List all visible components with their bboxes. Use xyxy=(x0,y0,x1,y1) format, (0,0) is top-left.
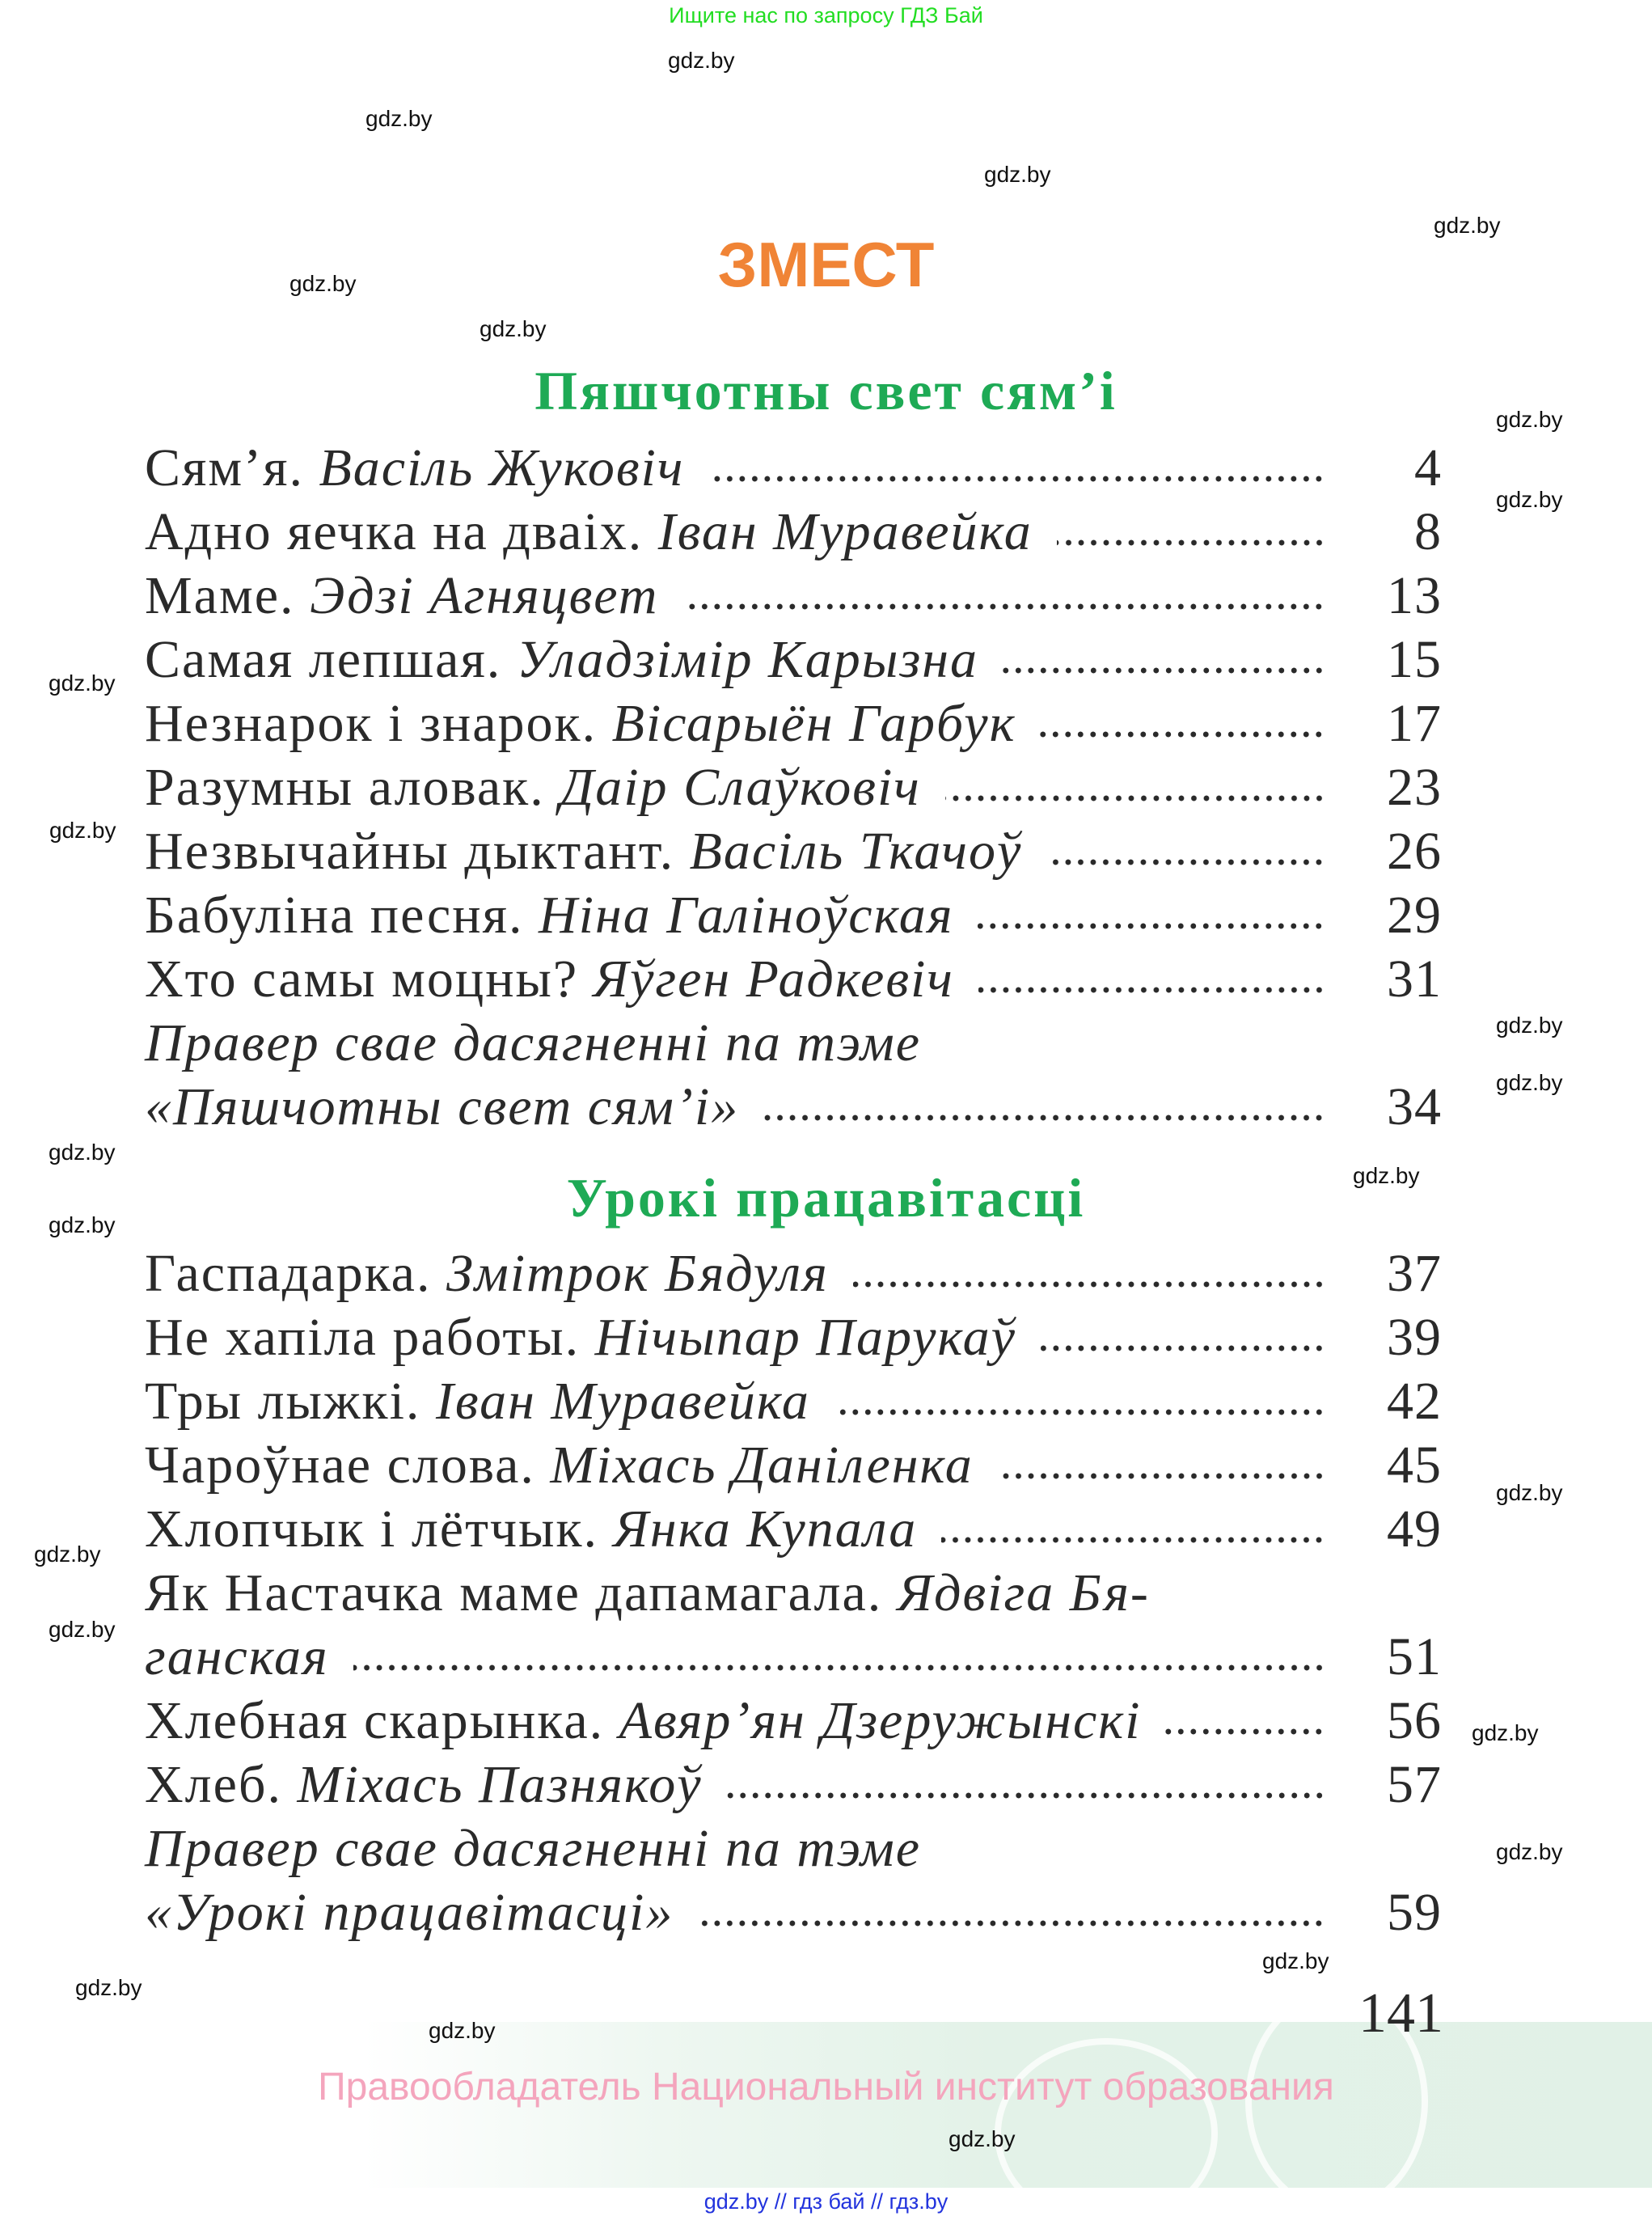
toc-entry[interactable] xyxy=(145,883,1442,947)
watermark-text: gdz.by xyxy=(49,1212,116,1237)
toc-entry[interactable] xyxy=(145,819,1442,883)
watermark-text: gdz.by xyxy=(34,1542,101,1567)
watermark-text: gdz.by xyxy=(1496,1480,1563,1505)
toc-section-2 xyxy=(145,1241,1442,1944)
watermark-text: gdz.by xyxy=(1353,1163,1420,1188)
watermark-text: gdz.by xyxy=(49,818,116,843)
entry-author: Васіль Ткачоў xyxy=(689,821,1023,881)
search-hint: Ищите нас по запросу ГДЗ Бай xyxy=(669,3,983,27)
dot-leader xyxy=(978,985,1325,995)
rights-holder-notice: Правообладатель Национальный институт образования xyxy=(318,2066,1334,2108)
entry-author: Міхась Пазнякоў xyxy=(297,1754,703,1814)
entry-page: 34 xyxy=(1387,1076,1442,1136)
entry-author: Васіль Жуковіч xyxy=(319,438,685,497)
footer-links[interactable]: gdz.by // гдз бай // гдз.by xyxy=(703,2189,949,2214)
entry-author: Эдзі Агняцвет xyxy=(310,565,659,625)
watermark-text: gdz.by xyxy=(1496,1070,1563,1095)
entry-page: 59 xyxy=(1387,1882,1442,1942)
section-heading: Пяшчотны свет сям’і xyxy=(534,360,1118,421)
entry-author: Іван Муравейка xyxy=(657,501,1033,561)
entry-author: Ніна Галіноўская xyxy=(538,885,954,945)
entry-page: 37 xyxy=(1387,1243,1442,1303)
toc-entry[interactable] xyxy=(145,1817,1442,1880)
entry-title: Адно яечка на дваіх. xyxy=(145,501,644,561)
toc-entry[interactable] xyxy=(145,1305,1442,1369)
entry-page: 56 xyxy=(1387,1690,1442,1750)
dot-leader xyxy=(998,1471,1325,1481)
entry-page: 17 xyxy=(1387,693,1442,753)
toc-entry[interactable] xyxy=(145,755,1442,819)
toc-entry[interactable] xyxy=(145,692,1442,755)
entry-page: 26 xyxy=(1387,821,1442,881)
entry-page: 15 xyxy=(1387,629,1442,689)
dot-leader xyxy=(1040,730,1325,739)
entry-author: Правер свае дасягненні па тэме xyxy=(145,1013,922,1072)
dot-leader xyxy=(834,1407,1325,1417)
entry-author: Ядвіга Бя- xyxy=(897,1563,1150,1622)
page-number: 141 xyxy=(1358,1982,1443,2045)
toc-entry[interactable] xyxy=(145,1753,1442,1817)
entry-author: Змітрок Бядуля xyxy=(446,1243,829,1303)
watermark-text: gdz.by xyxy=(1262,1948,1329,1973)
dot-leader xyxy=(1165,1727,1325,1736)
dot-leader xyxy=(682,602,1325,611)
entry-author: Правер свае дасягненні па тэме xyxy=(145,1818,922,1878)
watermark-text: gdz.by xyxy=(1496,1839,1563,1864)
entry-title: Незвычайны дыктант. xyxy=(145,821,675,881)
entry-page: 49 xyxy=(1387,1499,1442,1559)
entry-title: Бабуліна песня. xyxy=(145,885,524,945)
toc-entry[interactable] xyxy=(145,628,1442,692)
toc-entry[interactable] xyxy=(145,1433,1442,1497)
watermark-text: gdz.by xyxy=(49,1617,116,1642)
watermark-text: gdz.by xyxy=(1472,1720,1539,1745)
dot-leader xyxy=(708,474,1325,484)
entry-page: 45 xyxy=(1387,1435,1442,1495)
entry-title: Не хапіла работы. xyxy=(145,1307,581,1367)
dot-leader xyxy=(763,1113,1325,1123)
entry-page: 31 xyxy=(1387,949,1442,1009)
watermark-text: gdz.by xyxy=(429,2018,496,2043)
watermark-text: gdz.by xyxy=(949,2126,1016,2151)
dot-leader xyxy=(727,1791,1325,1800)
entry-author: Вісарыён Гарбук xyxy=(611,693,1016,753)
watermark-text: gdz.by xyxy=(1496,1013,1563,1038)
entry-author: Даір Слаўковіч xyxy=(560,757,921,817)
entry-author: Авяр’ян Дзеружынскі xyxy=(619,1690,1142,1750)
entry-author: Яўген Радкевіч xyxy=(593,949,954,1009)
watermark-text: gdz.by xyxy=(1434,213,1501,238)
entry-title: Самая лепшая. xyxy=(145,629,502,689)
watermark-text: gdz.by xyxy=(1496,487,1563,512)
toc-entry-continuation[interactable] xyxy=(145,1880,1442,1944)
entry-title: Хлопчык і лётчык. xyxy=(145,1499,599,1559)
entry-title: Хлебная скарынка. xyxy=(145,1690,605,1750)
toc-entry[interactable] xyxy=(145,1241,1442,1305)
entry-title: Незнарок і знарок. xyxy=(145,693,598,753)
watermark-text: gdz.by xyxy=(1496,407,1563,432)
toc-entry[interactable] xyxy=(145,947,1442,1011)
entry-title: Сям’я. xyxy=(145,438,304,497)
entry-title: Чароўнае слова. xyxy=(145,1435,535,1495)
dot-leader xyxy=(1003,666,1325,675)
entry-title: Хлеб. xyxy=(145,1754,282,1814)
entry-title: Хто самы моцны? xyxy=(145,949,579,1009)
toc-entry-continuation[interactable] xyxy=(145,1075,1442,1139)
watermark-text: gdz.by xyxy=(289,271,357,296)
entry-title: Разумны аловак. xyxy=(145,757,545,817)
toc-entry[interactable] xyxy=(145,500,1442,564)
entry-page: 29 xyxy=(1387,885,1442,945)
entry-page: 51 xyxy=(1387,1626,1442,1686)
watermark-text: gdz.by xyxy=(984,162,1051,187)
entry-author: Нічыпар Парукаў xyxy=(594,1307,1016,1367)
entry-continuation: ганская xyxy=(145,1626,329,1686)
dot-leader xyxy=(853,1279,1325,1289)
toc-entry-continuation[interactable] xyxy=(145,1625,1442,1689)
toc-entry[interactable] xyxy=(145,1561,1442,1625)
toc-entry[interactable] xyxy=(145,1689,1442,1753)
toc-entry[interactable] xyxy=(145,1369,1442,1433)
dot-leader xyxy=(941,1535,1325,1545)
toc-entry[interactable] xyxy=(145,1497,1442,1561)
toc-entry[interactable] xyxy=(145,1011,1442,1075)
entry-page: 39 xyxy=(1387,1307,1442,1367)
toc-entry[interactable] xyxy=(145,564,1442,628)
entry-author: Іван Муравейка xyxy=(435,1371,810,1431)
dot-leader xyxy=(698,1918,1325,1928)
entry-page: 57 xyxy=(1387,1754,1442,1814)
entry-title: Гаспадарка. xyxy=(145,1243,432,1303)
watermark-text: gdz.by xyxy=(49,670,116,696)
entry-page: 42 xyxy=(1387,1371,1442,1431)
entry-author: Міхась Даніленка xyxy=(550,1435,974,1495)
watermark-text: gdz.by xyxy=(75,1975,142,2000)
entry-author: Уладзімір Карызна xyxy=(516,629,978,689)
watermark-text: gdz.by xyxy=(668,48,735,73)
entry-page: 4 xyxy=(1414,438,1442,497)
watermark-text: gdz.by xyxy=(49,1140,116,1165)
entry-author: Янка Купала xyxy=(613,1499,918,1559)
dot-leader xyxy=(1041,1343,1325,1353)
watermark-text: gdz.by xyxy=(365,106,433,131)
entry-title: Як Настачка маме дапамагала. xyxy=(145,1563,883,1622)
section-heading: Урокі працавітасці xyxy=(566,1167,1086,1229)
entry-page: 8 xyxy=(1414,501,1442,561)
entry-continuation: «Пяшчотны свет сям’і» xyxy=(145,1076,740,1136)
toc-entry[interactable] xyxy=(145,436,1442,500)
entry-title: Тры лыжкі. xyxy=(145,1371,421,1431)
page-title: ЗМЕСТ xyxy=(717,229,935,300)
dot-leader xyxy=(945,793,1325,803)
dot-leader xyxy=(1057,538,1325,548)
entry-title: Маме. xyxy=(145,565,295,625)
dot-leader xyxy=(978,921,1325,931)
entry-page: 13 xyxy=(1387,565,1442,625)
dot-leader xyxy=(1046,857,1325,867)
watermark-text: gdz.by xyxy=(480,316,547,341)
toc-section-1 xyxy=(145,436,1442,1139)
dot-leader xyxy=(353,1663,1325,1673)
entry-page: 23 xyxy=(1387,757,1442,817)
entry-continuation: «Урокі працавітасці» xyxy=(145,1882,674,1942)
